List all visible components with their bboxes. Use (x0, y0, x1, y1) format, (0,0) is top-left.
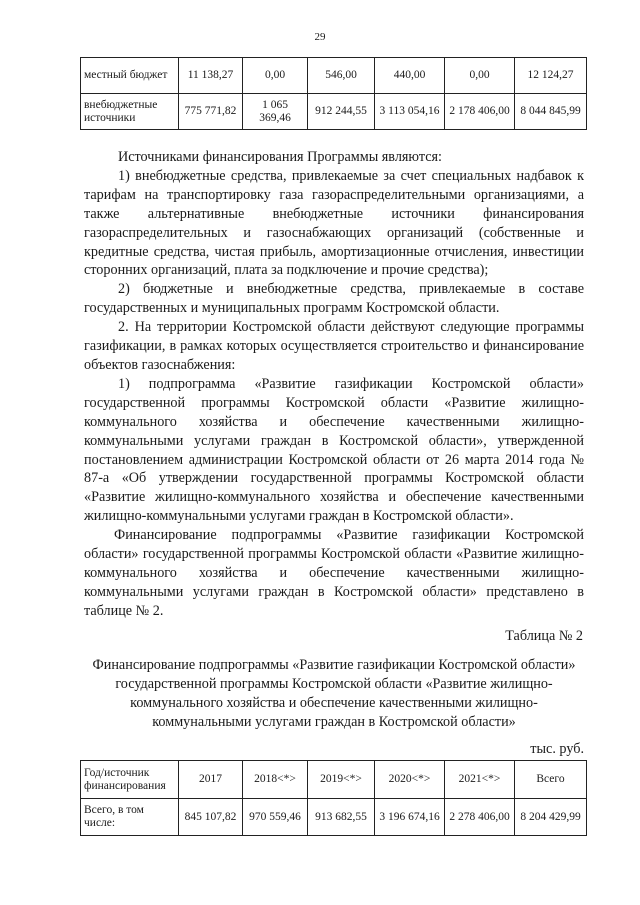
table-row (81, 799, 587, 836)
table-cell: 11 138,27 (179, 58, 243, 94)
column-header: 2019<*> (308, 761, 375, 799)
table-cell: 546,00 (308, 58, 375, 94)
table-row (81, 94, 587, 130)
column-header: 2020<*> (375, 761, 445, 799)
table-cell: 2 178 406,00 (445, 94, 515, 130)
row-label: Всего, в том числе: (81, 799, 179, 836)
row-label: внебюджетные источники (81, 94, 179, 130)
paragraph: Источниками финансирования Программы являются: (118, 149, 442, 165)
table-cell: 2 278 406,00 (445, 799, 515, 836)
table-title: Финансирование подпрограммы «Развитие газификации Костромской области» государственной программы Костромской области «Развитие жилищно-коммунального хозяйства и обеспечение качественными жилищно-коммунальными услугами граждан в Костромской области» (92, 657, 576, 730)
column-header: Год/источник финансирования (81, 761, 179, 799)
column-header: 2021<*> (445, 761, 515, 799)
funding-table-continued (80, 57, 587, 130)
paragraph: 1) внебюджетные средства, привлекаемые за счет специальных надбавок к тарифам на транспортировку газа газораспределительными организациями, а также альтернативные внебюджетные источники финансирования газораспределительных и газоснабжающих организаций (собственные и кредитные средства, чистая прибыль, амортизационные отчисления, инвестиции сторонних организаций, плата за подключение и прочие средства); (84, 167, 584, 279)
table-cell: 3 196 674,16 (375, 799, 445, 836)
table-cell: 845 107,82 (179, 799, 243, 836)
table-cell: 8 204 429,99 (515, 799, 587, 836)
table-cell: 913 682,55 (308, 799, 375, 836)
paragraph: 2. На территории Костромской области действуют следующие программы газификации, в рамках которых осуществляется строительство и финансирование объектов газоснабжения: (84, 319, 584, 373)
table-label: Таблица № 2 (505, 628, 583, 644)
table-cell: 12 124,27 (515, 58, 587, 94)
table-cell: 775 771,82 (179, 94, 243, 130)
table-header-row (81, 761, 587, 799)
table-cell: 970 559,46 (243, 799, 308, 836)
column-header: 2017 (179, 761, 243, 799)
table-cell: 0,00 (445, 58, 515, 94)
table-cell: 0,00 (243, 58, 308, 94)
table-cell: 8 044 845,99 (515, 94, 587, 130)
body-text (84, 148, 584, 621)
column-header: 2018<*> (243, 761, 308, 799)
page-number: 29 (314, 31, 326, 43)
paragraph: Финансирование подпрограммы «Развитие газификации Костромской области» государственной программы Костромской области «Развитие жилищно-коммунального хозяйства и обеспечение качественными жилищно-коммунальными услугами граждан в Костромской области» представлено в таблице № 2. (84, 527, 584, 619)
table-cell: 440,00 (375, 58, 445, 94)
units-label: тыс. руб. (530, 741, 584, 757)
paragraph: 1) подпрограмма «Развитие газификации Костромской области» государственной программы Костромской области «Развитие жилищно-коммунального хозяйства и обеспечение качественными жилищно-коммунальными услугами граждан в Костромской области», утвержденной постановлением администрации Костромской области от 26 марта 2014 года № 87-а «Об утверждении государственной программы Костромской области «Развитие жилищно-коммунального хозяйства и обеспечение качественными жилищно-коммунальными услугами граждан в Костромской области». (84, 375, 584, 525)
column-header: Всего (515, 761, 587, 799)
funding-table-2 (80, 760, 587, 836)
table-row (81, 58, 587, 94)
row-label: местный бюджет (81, 58, 179, 94)
table-cell: 1 065 369,46 (243, 94, 308, 130)
table-cell: 3 113 054,16 (375, 94, 445, 130)
paragraph: 2) бюджетные и внебюджетные средства, привлекаемые в составе государственных и муниципальных программ Костромской области. (84, 281, 584, 317)
table-cell: 912 244,55 (308, 94, 375, 130)
